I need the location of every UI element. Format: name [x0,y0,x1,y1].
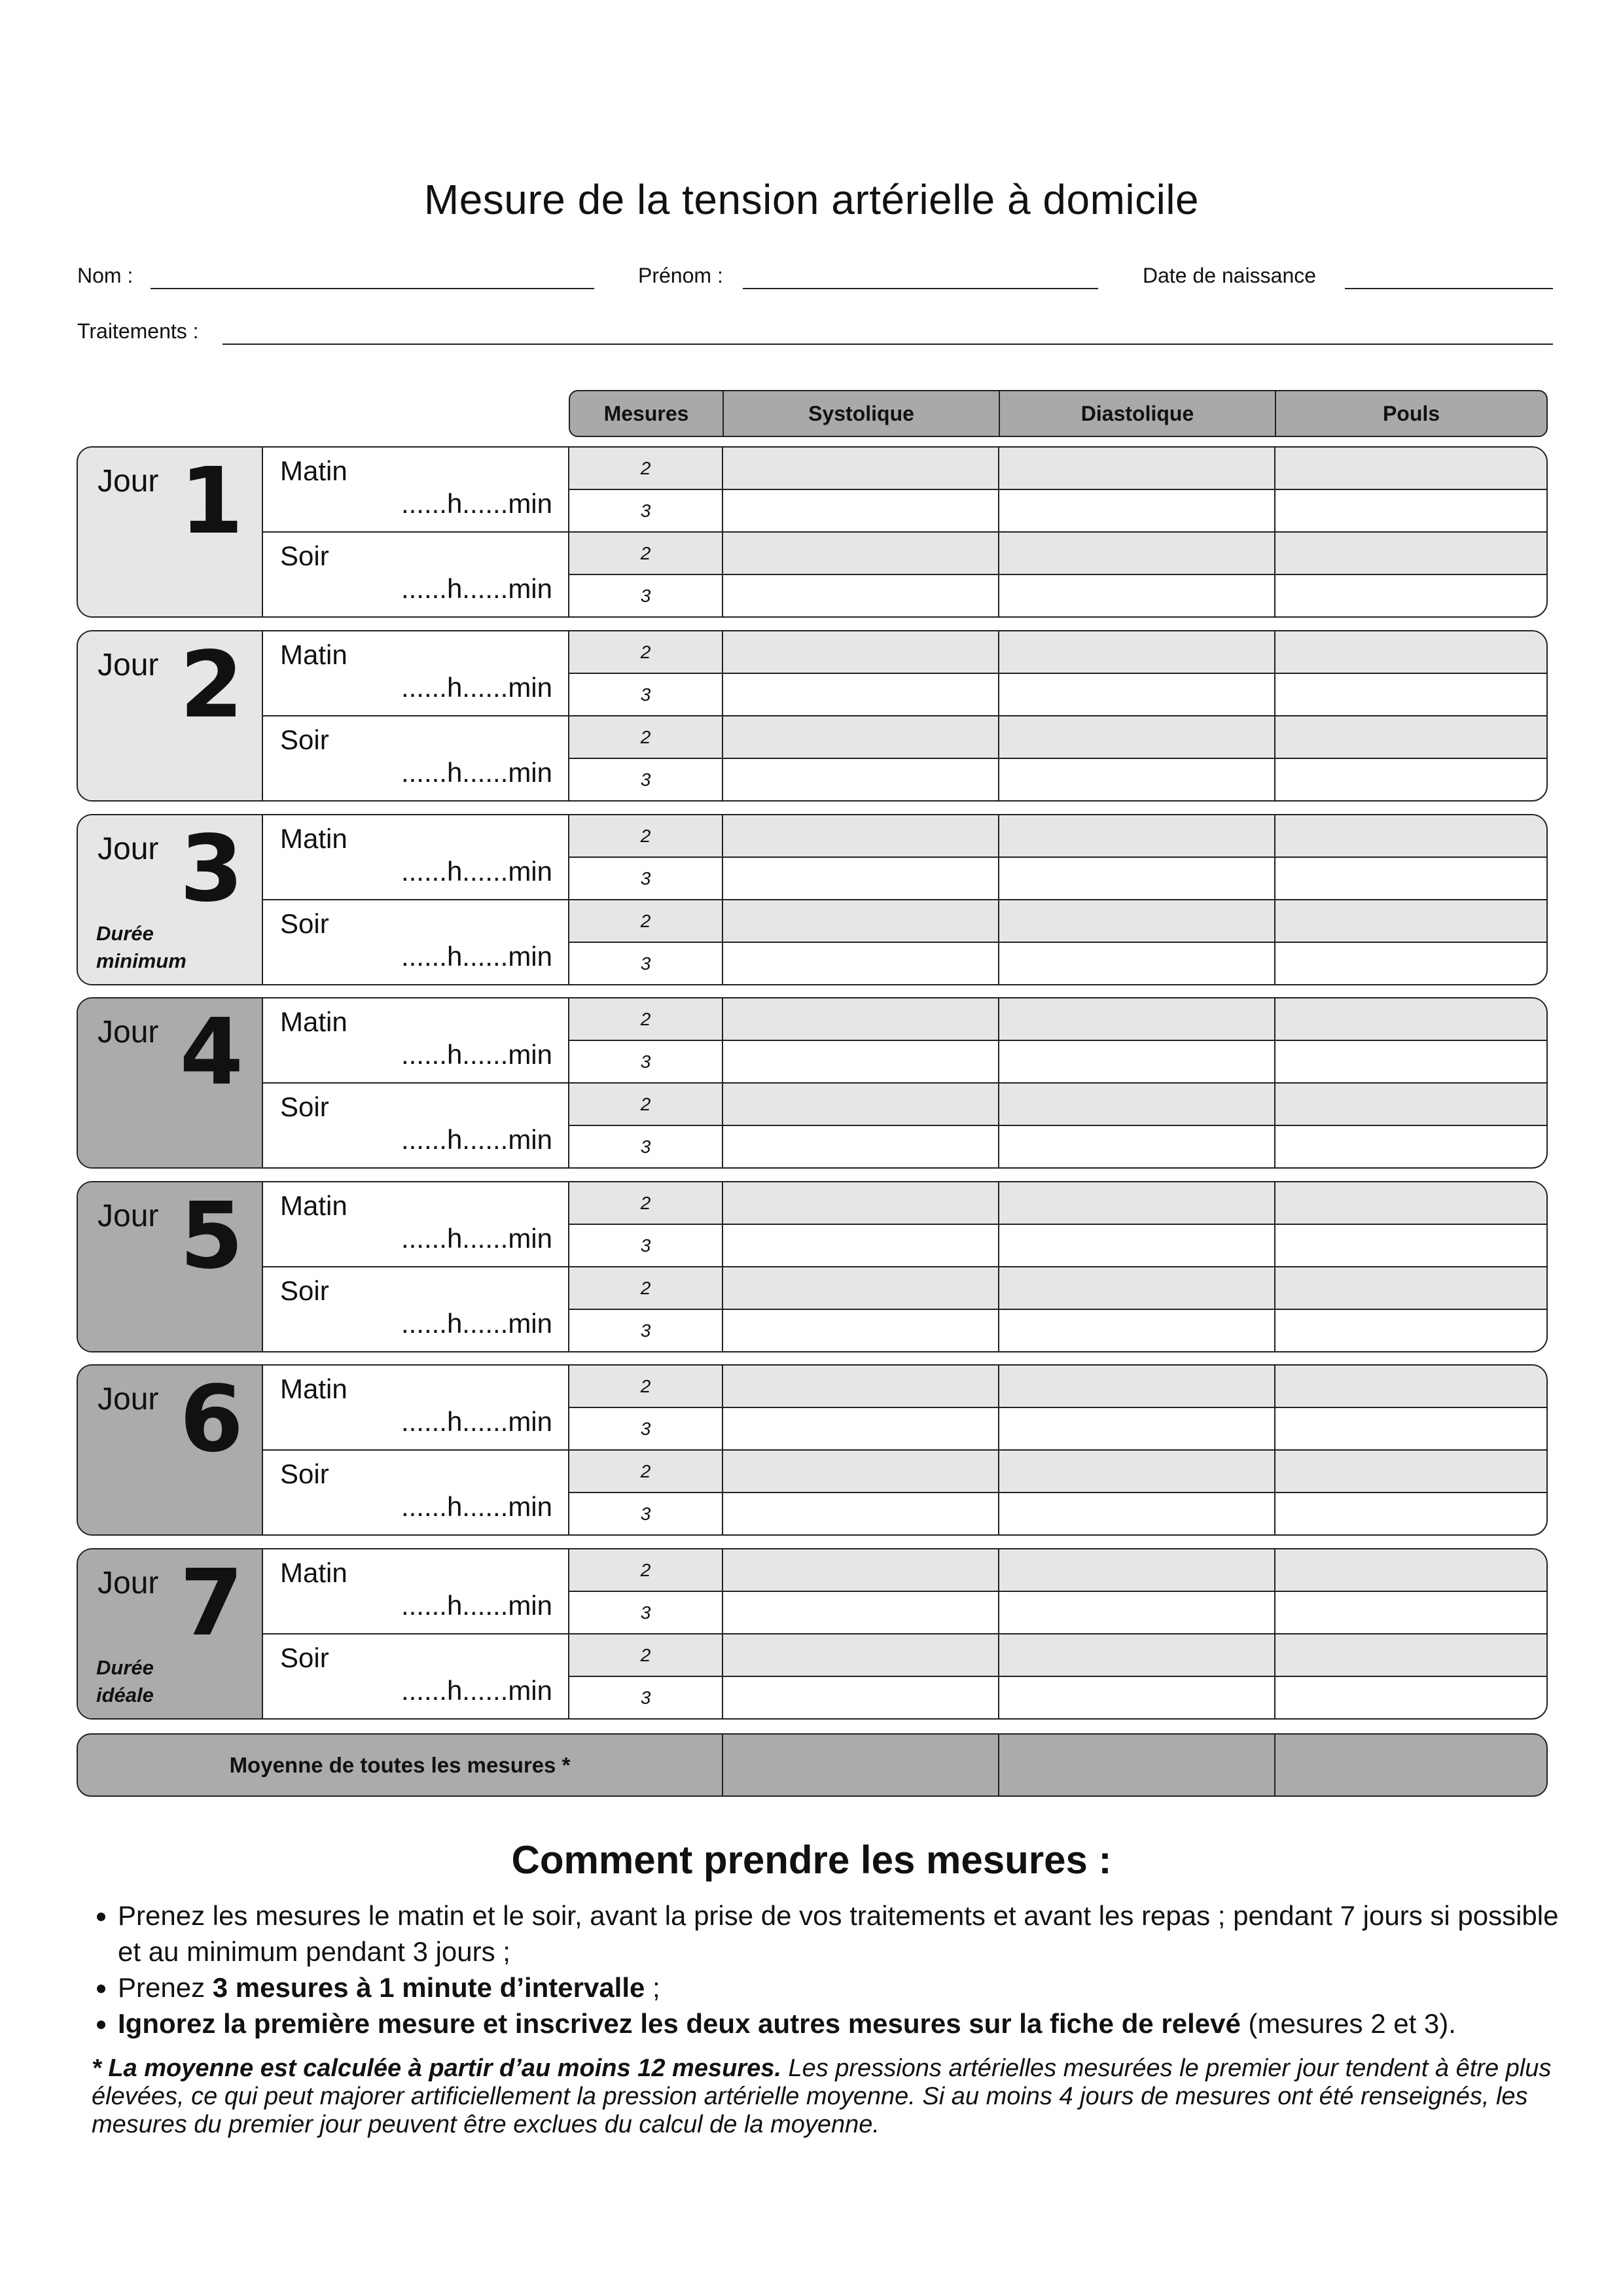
pouls-cell[interactable] [1275,1126,1546,1167]
slot-name-soir: Soir [280,1091,329,1122]
measure-number: 3 [569,943,723,984]
slot-name-matin: Matin [280,455,348,486]
diastolique-cell[interactable] [999,1677,1275,1718]
howto-item-2-pre: Prenez [118,1972,213,2003]
measure-number: 2 [569,1634,723,1676]
traitements-field[interactable] [223,344,1553,345]
slot-name-soir: Soir [280,724,329,755]
day-label [78,1366,263,1534]
measure-number: 3 [569,1677,723,1718]
naissance-field[interactable] [1345,288,1553,289]
measure-row [569,899,1546,942]
pouls-cell[interactable] [1275,716,1546,758]
measure-number: 2 [569,716,723,758]
measure-number: 2 [569,1182,723,1224]
measure-row [569,1082,1546,1125]
header-systolique: Systolique [724,391,1000,436]
slot-name-matin: Matin [280,1373,348,1404]
measure-number: 3 [569,858,723,899]
measure-row [569,631,1546,673]
jour-word: Jour [98,832,159,866]
measure-grid [569,815,1546,984]
measure-row [569,1591,1546,1633]
pouls-cell[interactable] [1275,631,1546,673]
jour-number: 4 [179,999,243,1106]
time-field-soir[interactable]: ......h......min [401,573,552,604]
howto-item [118,2005,1584,2041]
pouls-cell[interactable] [1275,1677,1546,1718]
average-label: Moyenne de toutes les mesures * [78,1735,723,1795]
measure-number: 3 [569,575,723,616]
pouls-cell[interactable] [1275,1225,1546,1266]
measure-row [569,1407,1546,1449]
systolique-cell[interactable] [723,900,999,942]
pouls-cell[interactable] [1275,1634,1546,1676]
diastolique-cell[interactable] [999,815,1275,857]
measure-number: 3 [569,1310,723,1351]
pouls-cell[interactable] [1275,1182,1546,1224]
slot-soir [263,1449,568,1534]
measure-row [569,1366,1546,1407]
pouls-cell[interactable] [1275,575,1546,616]
measure-row [569,815,1546,857]
measure-number: 2 [569,1451,723,1492]
measure-number: 3 [569,490,723,531]
nom-field[interactable] [151,288,594,289]
systolique-cell[interactable] [723,1126,999,1167]
pouls-cell[interactable] [1275,1592,1546,1633]
systolique-cell[interactable] [723,1493,999,1534]
diastolique-cell[interactable] [999,448,1275,489]
table-header [569,390,1548,437]
time-field-matin[interactable]: ......h......min [401,1590,552,1621]
diastolique-cell[interactable] [999,1310,1275,1351]
slot-name-matin: Matin [280,823,348,854]
systolique-cell[interactable] [723,1408,999,1449]
systolique-cell[interactable] [723,575,999,616]
systolique-cell[interactable] [723,815,999,857]
pouls-cell[interactable] [1275,533,1546,574]
jour-number: 1 [179,448,243,555]
systolique-cell[interactable] [723,1634,999,1676]
day-block-3 [77,814,1548,985]
measure-number: 2 [569,1549,723,1591]
measure-number: 2 [569,1084,723,1125]
slot-name-soir: Soir [280,1458,329,1489]
systolique-cell[interactable] [723,1677,999,1718]
time-field-soir[interactable]: ......h......min [401,1124,552,1155]
pouls-cell[interactable] [1275,900,1546,942]
jour-word: Jour [98,1566,159,1600]
pouls-cell[interactable] [1275,1041,1546,1082]
pouls-cell[interactable] [1275,1366,1546,1407]
header-diastolique: Diastolique [1000,391,1276,436]
time-slots [263,1182,569,1351]
slot-soir [263,1266,568,1351]
day-label [78,815,263,984]
naissance-label: Date de naissance [1143,264,1317,287]
slot-matin [263,631,568,715]
slot-matin [263,1549,568,1633]
day-block-4 [77,997,1548,1169]
howto-item-2-bold: 3 mesures à 1 minute d’intervalle [212,1972,645,2003]
time-field-soir[interactable]: ......h......min [401,941,552,972]
systolique-cell[interactable] [723,533,999,574]
page-title: Mesure de la tension artérielle à domicile [423,176,1200,223]
measure-number: 3 [569,1225,723,1266]
day-block-5 [77,1181,1548,1352]
measure-row [569,1125,1546,1167]
diastolique-cell[interactable] [999,1126,1275,1167]
day-label [78,631,263,800]
diastolique-cell[interactable] [999,998,1275,1040]
diastolique-cell[interactable] [999,900,1275,942]
systolique-cell[interactable] [723,1267,999,1309]
header-mesures: Mesures [570,391,724,436]
measure-number: 3 [569,759,723,800]
measure-number: 2 [569,631,723,673]
slot-name-soir: Soir [280,540,329,571]
header-pouls: Pouls [1382,401,1440,425]
measure-grid [569,1182,1546,1351]
average-diastolique-cell[interactable] [999,1735,1275,1795]
diastolique-cell[interactable] [999,1267,1275,1309]
howto-item [118,1969,1584,2005]
time-slots [263,1366,569,1534]
time-field-soir[interactable]: ......h......min [401,1308,552,1339]
measure-row [569,1040,1546,1082]
time-field-soir[interactable]: ......h......min [401,1675,552,1706]
slot-soir [263,1633,568,1718]
diastolique-cell[interactable] [999,1408,1275,1449]
time-field-matin[interactable]: ......h......min [401,1039,552,1070]
time-field-matin[interactable]: ......h......min [401,488,552,519]
jour-word: Jour [98,648,159,682]
measure-number: 3 [569,1408,723,1449]
measure-row [569,942,1546,984]
systolique-cell[interactable] [723,490,999,531]
howto-list [92,1898,1584,2041]
slot-soir [263,715,568,800]
time-slots [263,815,569,984]
pouls-cell[interactable] [1275,1084,1546,1125]
measure-row [569,531,1546,574]
slot-name-soir: Soir [280,1642,329,1673]
average-systolique-cell[interactable] [723,1735,999,1795]
time-field-matin[interactable]: ......h......min [401,856,552,887]
measure-row [569,998,1546,1040]
time-field-soir[interactable]: ......h......min [401,757,552,788]
systolique-cell[interactable] [723,1592,999,1633]
systolique-cell[interactable] [723,1182,999,1224]
measure-row [569,1309,1546,1351]
slot-name-soir: Soir [280,908,329,939]
measure-row [569,489,1546,531]
jour-number: 6 [179,1366,243,1473]
howto-item-3-post: (mesures 2 et 3). [1240,2008,1456,2039]
duree-note: Durée idéale [96,1656,154,1706]
measure-number: 3 [569,1493,723,1534]
systolique-cell[interactable] [723,998,999,1040]
average-row [77,1733,1548,1797]
systolique-cell[interactable] [723,858,999,899]
diastolique-cell[interactable] [999,759,1275,800]
diastolique-cell[interactable] [999,533,1275,574]
howto-item-2-post: ; [645,1972,660,2003]
diastolique-cell[interactable] [999,858,1275,899]
average-pouls-cell[interactable] [1275,1735,1546,1795]
measure-grid [569,631,1546,800]
pouls-cell[interactable] [1275,759,1546,800]
measure-row [569,1224,1546,1266]
systolique-cell[interactable] [723,759,999,800]
howto-item [118,1898,1584,1969]
pouls-cell[interactable] [1275,1451,1546,1492]
day-block-1 [77,446,1548,618]
diastolique-cell[interactable] [999,1182,1275,1224]
slot-matin [263,998,568,1082]
slot-soir [263,531,568,616]
diastolique-cell[interactable] [999,575,1275,616]
prenom-field[interactable] [743,288,1098,289]
pouls-cell[interactable] [1275,943,1546,984]
pouls-cell[interactable] [1275,448,1546,489]
howto-item-3-bold: Ignorez la première mesure et inscrivez les deux autres mesures sur la fiche de relevé [118,2008,1241,2039]
measure-row [569,1182,1546,1224]
systolique-cell[interactable] [723,1451,999,1492]
jour-number: 2 [179,632,243,739]
diastolique-cell[interactable] [999,1549,1275,1591]
systolique-cell[interactable] [723,716,999,758]
measure-number: 2 [569,533,723,574]
measure-row [569,1266,1546,1309]
pouls-cell[interactable] [1275,1493,1546,1534]
measure-row [569,1492,1546,1534]
time-slots [263,1549,569,1718]
slot-name-matin: Matin [280,1557,348,1588]
pouls-cell[interactable] [1275,1408,1546,1449]
slot-matin [263,1182,568,1266]
time-field-soir[interactable]: ......h......min [401,1491,552,1522]
footnote [92,2055,1558,2139]
measure-number: 2 [569,1267,723,1309]
nom-label: Nom : [77,264,134,287]
systolique-cell[interactable] [723,631,999,673]
measure-row [569,1633,1546,1676]
measure-grid [569,1549,1546,1718]
measure-row [569,448,1546,489]
measure-row [569,857,1546,899]
measure-grid [569,998,1546,1167]
measure-number: 3 [569,1592,723,1633]
slot-matin [263,1366,568,1449]
diastolique-cell[interactable] [999,1592,1275,1633]
diastolique-cell[interactable] [999,1366,1275,1407]
measure-number: 2 [569,815,723,857]
slot-name-matin: Matin [280,639,348,670]
pouls-cell[interactable] [1275,1549,1546,1591]
systolique-cell[interactable] [723,674,999,715]
diastolique-cell[interactable] [999,1084,1275,1125]
pouls-cell[interactable] [1275,490,1546,531]
jour-word: Jour [98,1015,159,1050]
pouls-cell[interactable] [1275,1310,1546,1351]
measure-row [569,715,1546,758]
systolique-cell[interactable] [723,1084,999,1125]
jour-word: Jour [98,1199,159,1233]
jour-word: Jour [98,464,159,499]
time-field-matin[interactable]: ......h......min [401,672,552,703]
day-label [78,1549,263,1718]
diastolique-cell[interactable] [999,490,1275,531]
slot-soir [263,899,568,984]
measure-number: 3 [569,1041,723,1082]
measure-row [569,673,1546,715]
measure-row [569,758,1546,800]
diastolique-cell[interactable] [999,1225,1275,1266]
slot-name-matin: Matin [280,1006,348,1037]
time-field-matin[interactable]: ......h......min [401,1223,552,1254]
measure-number: 2 [569,448,723,489]
measure-number: 3 [569,674,723,715]
diastolique-cell[interactable] [999,1041,1275,1082]
measure-row [569,1449,1546,1492]
systolique-cell[interactable] [723,1366,999,1407]
measure-number: 2 [569,900,723,942]
time-slots [263,631,569,800]
pouls-cell[interactable] [1275,674,1546,715]
measure-row [569,1676,1546,1718]
slot-matin [263,815,568,899]
systolique-cell[interactable] [723,943,999,984]
day-label [78,1182,263,1351]
diastolique-cell[interactable] [999,1634,1275,1676]
slot-name-soir: Soir [280,1275,329,1306]
slot-soir [263,1082,568,1167]
measure-number: 2 [569,998,723,1040]
day-label [78,448,263,616]
systolique-cell[interactable] [723,1549,999,1591]
pouls-cell[interactable] [1275,858,1546,899]
systolique-cell[interactable] [723,1310,999,1351]
measure-row [569,574,1546,616]
jour-number: 3 [179,816,243,923]
howto-item-1-text: Prenez les mesures le matin et le soir, avant la prise de vos traitements et avant les repas ; pendant 7 jours si possible et au minimum pendant 3 jours ; [118,1900,1559,1967]
measure-number: 2 [569,1366,723,1407]
diastolique-cell[interactable] [999,1493,1275,1534]
diastolique-cell[interactable] [999,716,1275,758]
pouls-cell[interactable] [1275,998,1546,1040]
measure-row [569,1549,1546,1591]
time-slots [263,448,569,616]
jour-word: Jour [98,1382,159,1417]
measure-number: 3 [569,1126,723,1167]
measure-grid [569,1366,1546,1534]
diastolique-cell[interactable] [999,943,1275,984]
slot-name-matin: Matin [280,1190,348,1221]
howto-title: Comment prendre les mesures : [511,1838,1112,1882]
footnote-bold: * La moyenne est calculée à partir d’au moins 12 mesures. [92,2055,781,2082]
systolique-cell[interactable] [723,448,999,489]
diastolique-cell[interactable] [999,631,1275,673]
measure-grid [569,448,1546,616]
pouls-cell[interactable] [1275,1267,1546,1309]
prenom-label: Prénom : [638,264,723,287]
traitements-label: Traitements : [77,319,199,343]
day-block-7 [77,1548,1548,1720]
duree-note: Durée minimum [96,922,187,972]
jour-number: 5 [179,1183,243,1290]
pouls-cell[interactable] [1275,815,1546,857]
jour-number: 7 [179,1550,243,1657]
day-block-6 [77,1364,1548,1536]
day-label [78,998,263,1167]
diastolique-cell[interactable] [999,674,1275,715]
diastolique-cell[interactable] [999,1451,1275,1492]
time-field-matin[interactable]: ......h......min [401,1406,552,1437]
systolique-cell[interactable] [723,1225,999,1266]
footnote-text: Les pressions artérielles mesurées le premier jour tendent à être plus élevées, ce qui peut majorer artificiellement la pression artérielle moyenne. Si au moins 4 jours de mesures ont été renseignés, les mesures du premier jour peuvent être exclues du calcul de la moyenne. [92,2055,1552,2138]
time-slots [263,998,569,1167]
day-block-2 [77,630,1548,802]
systolique-cell[interactable] [723,1041,999,1082]
slot-matin [263,448,568,531]
